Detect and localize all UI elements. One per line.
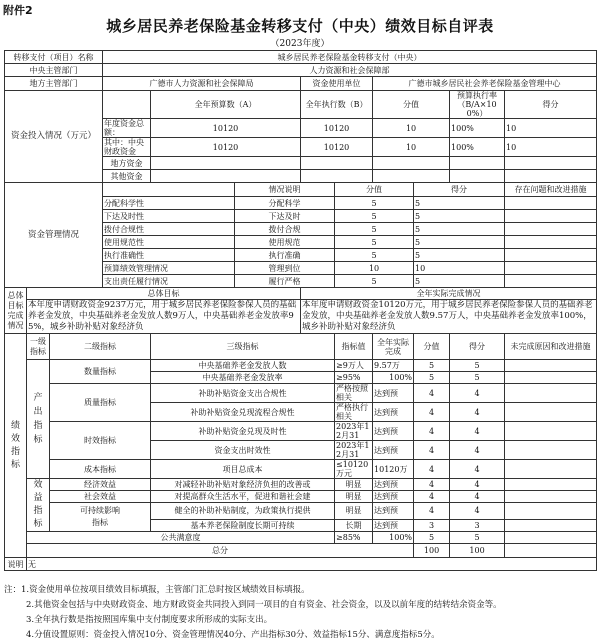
funds-row-executed bbox=[301, 170, 373, 183]
perf-row-l3: 项目总成本 bbox=[151, 460, 335, 479]
perf-row-l2-a: 可持续影响 bbox=[80, 506, 121, 515]
funds-row-label: 年度资金总额： bbox=[103, 119, 151, 138]
perf-row-l3: 中央基础养老金发放率 bbox=[151, 372, 335, 384]
goals-header-row bbox=[5, 288, 597, 300]
perf-row-l2: 社会效益 bbox=[50, 491, 151, 503]
perf-row-got: 4 bbox=[450, 460, 505, 479]
perf-header-l2: 二级指标 bbox=[50, 334, 151, 360]
mgmt-row-desc: 履行严格 bbox=[235, 275, 335, 288]
funds-row-label: 其他资金 bbox=[103, 170, 151, 183]
total-got: 100 bbox=[450, 544, 505, 558]
goals-actual-text: 本年度申请财政资金10120万元，用于城乡居民养老保险参保人员的基础养老金发放，中央基础养老金发放人数9.57万人，中央基础养老金发放率100%，城乡补助补贴对象经济负 bbox=[301, 300, 597, 334]
fund-unit-value: 广德市城乡居民社会养老保险基金管理中心 bbox=[373, 77, 597, 91]
perf-row-reason bbox=[505, 372, 597, 384]
remark-value: 无 bbox=[27, 558, 597, 571]
perf-row-reason bbox=[505, 460, 597, 479]
mgmt-row-score: 5 bbox=[335, 236, 414, 249]
perf-row-got: 5 bbox=[450, 372, 505, 384]
funds-row-executed: 10120 bbox=[301, 119, 373, 138]
perf-row-l2: 经济效益 bbox=[50, 479, 151, 491]
mgmt-row-desc: 使用规范 bbox=[235, 236, 335, 249]
mgmt-row-item: 下达及时性 bbox=[103, 210, 235, 223]
central-dept-value: 人力资源和社会保障部 bbox=[103, 64, 597, 77]
mgmt-row-desc: 执行准确 bbox=[235, 249, 335, 262]
perf-level1-benefit bbox=[27, 479, 50, 532]
evaluation-table bbox=[4, 50, 597, 571]
perf-row-got: 4 bbox=[450, 403, 505, 422]
funds-section-label: 资金投入情况（万元） bbox=[5, 91, 103, 183]
mgmt-header-desc: 情况说明 bbox=[235, 183, 335, 197]
mgmt-row-issues bbox=[505, 275, 597, 288]
mgmt-row-got: 5 bbox=[414, 223, 505, 236]
satisfaction-label: 公共满意度 bbox=[27, 532, 335, 544]
mgmt-row-issues bbox=[505, 236, 597, 249]
perf-row-l3: 补助补贴资金支出合规性 bbox=[151, 384, 335, 403]
attachment-label: 附件2 bbox=[3, 4, 33, 17]
perf-row-actual: 达到预 bbox=[373, 403, 414, 422]
perf-row-l3: 补助补贴资金兑现流程合规性 bbox=[151, 403, 335, 422]
perf-row-l3: 基本养老保险制度长期可持续 bbox=[151, 519, 335, 532]
satisfaction-row bbox=[5, 532, 597, 544]
perf-row bbox=[5, 384, 597, 403]
funds-row-label: 地方资金 bbox=[103, 157, 151, 170]
perf-row-actual: 100% bbox=[373, 372, 414, 384]
perf-row-reason bbox=[505, 360, 597, 372]
perf-row-reason bbox=[505, 422, 597, 441]
funds-row-rate: 100% bbox=[450, 138, 505, 157]
satisfaction-target: ≥85% bbox=[335, 532, 373, 544]
mgmt-row-got: 10 bbox=[414, 262, 505, 275]
funds-row-got bbox=[505, 170, 597, 183]
central-dept-label: 中央主管部门 bbox=[5, 64, 103, 77]
funds-header-budget: 全年预算数（A） bbox=[151, 91, 301, 119]
goals-text-row bbox=[5, 300, 597, 334]
perf-row-l3: 中央基础养老金发放人数 bbox=[151, 360, 335, 372]
perf-section-text: 绩效指标 bbox=[10, 420, 20, 470]
perf-level1-benefit-text: 效益指标 bbox=[33, 480, 43, 529]
perf-row-l2: 质量指标 bbox=[50, 384, 151, 422]
mgmt-row-issues bbox=[505, 210, 597, 223]
perf-row-score: 4 bbox=[414, 460, 450, 479]
local-dept-row bbox=[5, 77, 597, 91]
funds-row-score: 10 bbox=[373, 119, 450, 138]
mgmt-row-issues bbox=[505, 262, 597, 275]
perf-row-score: 5 bbox=[414, 360, 450, 372]
perf-header-l1: 一级指标 bbox=[27, 334, 50, 360]
total-score: 100 bbox=[414, 544, 450, 558]
perf-row-l2: 时效指标 bbox=[50, 422, 151, 460]
funds-header-blank bbox=[103, 91, 151, 119]
mgmt-row-got: 5 bbox=[414, 197, 505, 210]
perf-row-got: 5 bbox=[450, 360, 505, 372]
satisfaction-reason bbox=[505, 532, 597, 544]
perf-row-actual: 达到预 bbox=[373, 422, 414, 441]
perf-row-score: 5 bbox=[414, 372, 450, 384]
funds-header-rate: 预算执行率（B/A×100%） bbox=[450, 91, 505, 119]
perf-row-reason bbox=[505, 403, 597, 422]
mgmt-row-desc: 拨付合规 bbox=[235, 223, 335, 236]
perf-row-reason bbox=[505, 384, 597, 403]
mgmt-row-issues bbox=[505, 223, 597, 236]
fund-unit-label: 资金使用单位 bbox=[301, 77, 373, 91]
funds-header-row bbox=[5, 91, 597, 119]
perf-row-actual: 达到预 bbox=[373, 503, 414, 520]
perf-level1-output-text: 产出指标 bbox=[33, 393, 43, 445]
funds-row-rate bbox=[450, 170, 505, 183]
perf-level1-output bbox=[27, 360, 50, 479]
satisfaction-actual: 100% bbox=[373, 532, 414, 544]
funds-header-executed: 全年执行数（B） bbox=[301, 91, 373, 119]
perf-header-actual: 全年实际完成 bbox=[373, 334, 414, 360]
perf-row bbox=[5, 460, 597, 479]
funds-row-label: 其中：中央财政资金 bbox=[103, 138, 151, 157]
perf-header-got: 得分 bbox=[450, 334, 505, 360]
satisfaction-score: 5 bbox=[414, 532, 450, 544]
mgmt-header-blank bbox=[103, 183, 235, 197]
perf-row bbox=[5, 503, 597, 520]
mgmt-row-item: 分配科学性 bbox=[103, 197, 235, 210]
funds-row-budget: 10120 bbox=[151, 138, 301, 157]
perf-row-score: 4 bbox=[414, 384, 450, 403]
perf-row-score: 4 bbox=[414, 491, 450, 503]
project-value: 城乡居民养老保险基金转移支付（中央） bbox=[103, 51, 597, 64]
perf-row-target: ≥95% bbox=[335, 372, 373, 384]
perf-row-l3: 资金支出时效性 bbox=[151, 441, 335, 460]
note-line: 注：1.资金使用单位按项目绩效目标填报，主管部门汇总时按区域绩效目标填报。 bbox=[4, 585, 310, 595]
perf-row-reason bbox=[505, 479, 597, 491]
funds-row-got bbox=[505, 157, 597, 170]
perf-row-score: 4 bbox=[414, 503, 450, 520]
perf-row-actual: 达到预 bbox=[373, 519, 414, 532]
perf-row-target: ≤10120万元 bbox=[335, 460, 373, 479]
funds-row-executed: 10120 bbox=[301, 138, 373, 157]
perf-row-actual: 10120万 bbox=[373, 460, 414, 479]
perf-row-actual: 达到预 bbox=[373, 491, 414, 503]
perf-row-l2: 数量指标 bbox=[50, 360, 151, 384]
mgmt-row-got: 5 bbox=[414, 275, 505, 288]
perf-row-actual: 达到预 bbox=[373, 479, 414, 491]
perf-row-l2 bbox=[50, 503, 151, 532]
perf-row-score: 4 bbox=[414, 441, 450, 460]
funds-row-budget: 10120 bbox=[151, 119, 301, 138]
report-year: （2023年度） bbox=[270, 39, 330, 49]
project-row bbox=[5, 51, 597, 64]
perf-row-got: 4 bbox=[450, 503, 505, 520]
perf-row-actual: 9.57万 bbox=[373, 360, 414, 372]
project-label: 转移支付（项目）名称 bbox=[5, 51, 103, 64]
perf-row-l2-b: 指标 bbox=[92, 518, 109, 527]
perf-row-got: 4 bbox=[450, 441, 505, 460]
total-row bbox=[5, 544, 597, 558]
mgmt-header-row bbox=[5, 183, 597, 197]
central-dept-row bbox=[5, 64, 597, 77]
funds-row-rate bbox=[450, 157, 505, 170]
funds-row-score: 10 bbox=[373, 138, 450, 157]
funds-row-executed bbox=[301, 157, 373, 170]
funds-row-got: 10 bbox=[505, 138, 597, 157]
total-reason bbox=[505, 544, 597, 558]
perf-header-score: 分值 bbox=[414, 334, 450, 360]
perf-row-target: 明显 bbox=[335, 491, 373, 503]
funds-row-budget bbox=[151, 157, 301, 170]
local-dept-label: 地方主管部门 bbox=[5, 77, 103, 91]
perf-row-got: 3 bbox=[450, 519, 505, 532]
perf-row-got: 4 bbox=[450, 479, 505, 491]
perf-row-l3: 对提高群众生活水平，促进和谐社会建 bbox=[151, 491, 335, 503]
perf-row bbox=[5, 360, 597, 372]
perf-row-l2: 成本指标 bbox=[50, 460, 151, 479]
perf-row-target: 严格按照相关 bbox=[335, 384, 373, 403]
perf-row-target: 明显 bbox=[335, 479, 373, 491]
mgmt-row-score: 5 bbox=[335, 210, 414, 223]
mgmt-row-issues bbox=[505, 249, 597, 262]
perf-header-target: 指标值 bbox=[335, 334, 373, 360]
goals-actual-header: 全年实际完成情况 bbox=[301, 288, 597, 300]
perf-row-score: 4 bbox=[414, 403, 450, 422]
perf-row-score: 4 bbox=[414, 479, 450, 491]
perf-row bbox=[5, 422, 597, 441]
note-line: 3.全年执行数是指按照国库集中支付制度要求所形成的实际支出。 bbox=[26, 615, 273, 625]
perf-row-actual: 达到预 bbox=[373, 384, 414, 403]
goals-section-label: 总体目标完成情况 bbox=[5, 288, 27, 334]
perf-row bbox=[5, 491, 597, 503]
funds-header-got: 得分 bbox=[505, 91, 597, 119]
remark-row bbox=[5, 558, 597, 571]
perf-row-got: 4 bbox=[450, 491, 505, 503]
satisfaction-got: 5 bbox=[450, 532, 505, 544]
perf-row-reason bbox=[505, 519, 597, 532]
perf-row-actual: 达到预 bbox=[373, 441, 414, 460]
mgmt-row-score: 5 bbox=[335, 249, 414, 262]
perf-header-l3: 三级指标 bbox=[151, 334, 335, 360]
mgmt-row-desc: 下达及时 bbox=[235, 210, 335, 223]
mgmt-header-issues: 存在问题和改进措施 bbox=[505, 183, 597, 197]
funds-header-score: 分值 bbox=[373, 91, 450, 119]
mgmt-row-item: 支出责任履行情况 bbox=[103, 275, 235, 288]
mgmt-row-got: 5 bbox=[414, 210, 505, 223]
mgmt-row-item: 拨付合规性 bbox=[103, 223, 235, 236]
funds-row-score bbox=[373, 170, 450, 183]
perf-row-l3: 补助补贴资金兑现及时性 bbox=[151, 422, 335, 441]
perf-section-label bbox=[5, 334, 27, 558]
mgmt-row-item: 执行准确性 bbox=[103, 249, 235, 262]
mgmt-row-issues bbox=[505, 197, 597, 210]
mgmt-row-score: 5 bbox=[335, 275, 414, 288]
mgmt-header-score: 分值 bbox=[335, 183, 414, 197]
perf-row-reason bbox=[505, 491, 597, 503]
perf-row-l3: 健全的补助补贴制度，为政策执行提供 bbox=[151, 503, 335, 520]
mgmt-row-item: 使用规范性 bbox=[103, 236, 235, 249]
mgmt-section-label: 资金管理情况 bbox=[5, 183, 103, 288]
note-line: 4.分值设置原则：资金投入情况10分、资金管理情况40分、产出指标30分、效益指标15分、满意度指标5分。 bbox=[26, 630, 440, 640]
perf-row-target: 严格执行相关 bbox=[335, 403, 373, 422]
perf-row-reason bbox=[505, 503, 597, 520]
mgmt-header-got: 得分 bbox=[414, 183, 505, 197]
note-line: 2.其他资金包括与中央财政资金、地方财政资金共同投入到同一项目的自有资金、社会资金，以及以前年度的结转结余资金等。 bbox=[26, 600, 502, 610]
notes bbox=[4, 583, 596, 643]
mgmt-row-desc: 管理到位 bbox=[235, 262, 335, 275]
perf-row-l3: 对减轻补助补贴对象经济负担的改善或 bbox=[151, 479, 335, 491]
funds-row-got: 10 bbox=[505, 119, 597, 138]
mgmt-row-score: 10 bbox=[335, 262, 414, 275]
mgmt-row-got: 5 bbox=[414, 236, 505, 249]
perf-row-score: 3 bbox=[414, 519, 450, 532]
remark-label: 说明 bbox=[5, 558, 27, 571]
perf-row-target: 2023年12月31 bbox=[335, 422, 373, 441]
mgmt-row-score: 5 bbox=[335, 197, 414, 210]
perf-row bbox=[5, 479, 597, 491]
mgmt-row-desc: 分配科学 bbox=[235, 197, 335, 210]
funds-row-budget bbox=[151, 170, 301, 183]
perf-row-score: 4 bbox=[414, 422, 450, 441]
total-label: 总分 bbox=[27, 544, 414, 558]
perf-row-target: ≥9万人 bbox=[335, 360, 373, 372]
mgmt-row-got: 5 bbox=[414, 249, 505, 262]
goals-target-text: 本年度申请财政资金9237万元，用于城乡居民养老保险参保人员的基础养老金发放，中央基础养老金发放人数9万人，中央基础养老金发放率95%，城乡补助补贴对象经济负 bbox=[27, 300, 301, 334]
perf-header-row bbox=[5, 334, 597, 360]
perf-header-reason: 未完成原因和改进措施 bbox=[505, 334, 597, 360]
perf-row-target: 明显 bbox=[335, 503, 373, 520]
perf-row-got: 4 bbox=[450, 384, 505, 403]
mgmt-row-score: 5 bbox=[335, 223, 414, 236]
mgmt-row-item: 预算绩效管理情况 bbox=[103, 262, 235, 275]
perf-row-got: 4 bbox=[450, 422, 505, 441]
funds-row-score bbox=[373, 157, 450, 170]
funds-row-rate: 100% bbox=[450, 119, 505, 138]
perf-row-target: 2023年12月31 bbox=[335, 441, 373, 460]
goals-target-header: 总体目标 bbox=[27, 288, 301, 300]
perf-row-target: 长期 bbox=[335, 519, 373, 532]
local-dept-value: 广德市人力资源和社会保障局 bbox=[103, 77, 301, 91]
page-title: 城乡居民养老保险基金转移支付（中央）绩效目标自评表 bbox=[106, 17, 494, 35]
perf-row-reason bbox=[505, 441, 597, 460]
